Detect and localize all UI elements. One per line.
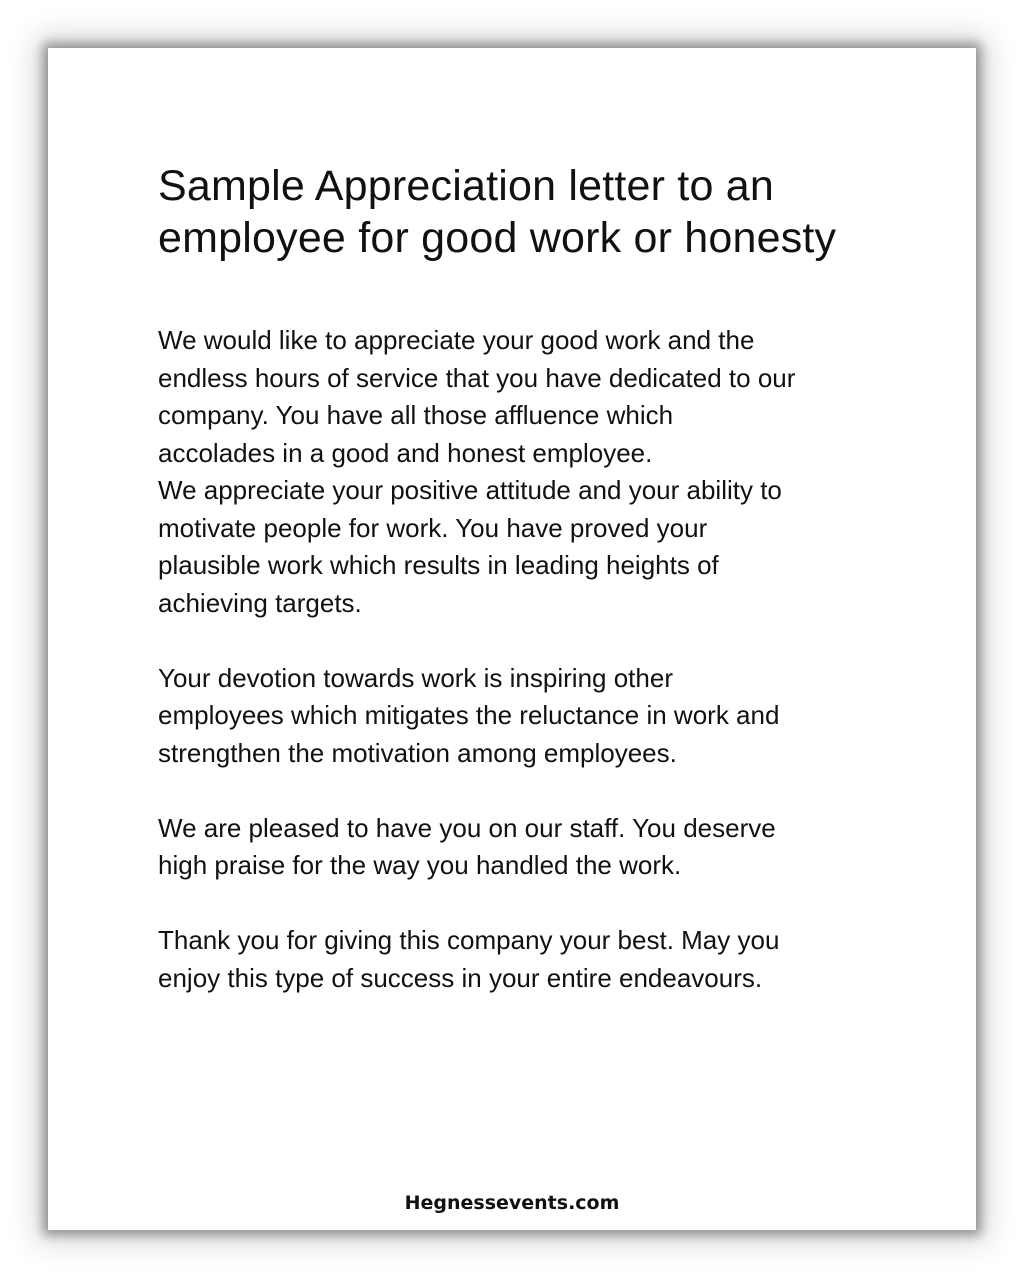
text-line: motivate people for work. You have proved your [158,512,708,543]
text-line: We would like to appreciate your good work and the [158,325,755,355]
text-line: Thank you for giving this company your best. May you [158,925,780,955]
paragraph-3 [158,810,878,885]
text-line: accolades in a good and honest employee. [158,437,653,468]
text-line: achieving targets. [158,587,362,618]
text-line: strengthen the motivation among employees. [158,737,677,768]
letter-title: Sample Appreciation letter to an employee for good work or honesty [158,162,837,262]
letter-body [158,322,878,997]
text-line: Your devotion towards work is inspiring other [158,662,673,693]
footer-website: Hegnessevents.com [404,1192,620,1214]
text-line: endless hours of service that you have dedicated to our [158,362,796,393]
text-line: employees which mitigates the reluctance in work and [158,700,780,730]
text-line: company. You have all those affluence which [158,400,674,430]
text-line: plausible work which results in leading heights of [158,550,719,580]
text-line: We are pleased to have you on our staff. You deserve [158,812,776,843]
paragraph-2 [158,660,878,773]
paragraph-4 [158,922,878,997]
letter-page [48,48,976,1230]
letter-content [158,160,878,1035]
text-line: high praise for the way you handled the work. [158,850,682,880]
text-line: We appreciate your positive attitude and your ability to [158,475,782,505]
paragraph-1 [158,322,878,622]
text-line: enjoy this type of success in your entire endeavours. [158,962,763,993]
